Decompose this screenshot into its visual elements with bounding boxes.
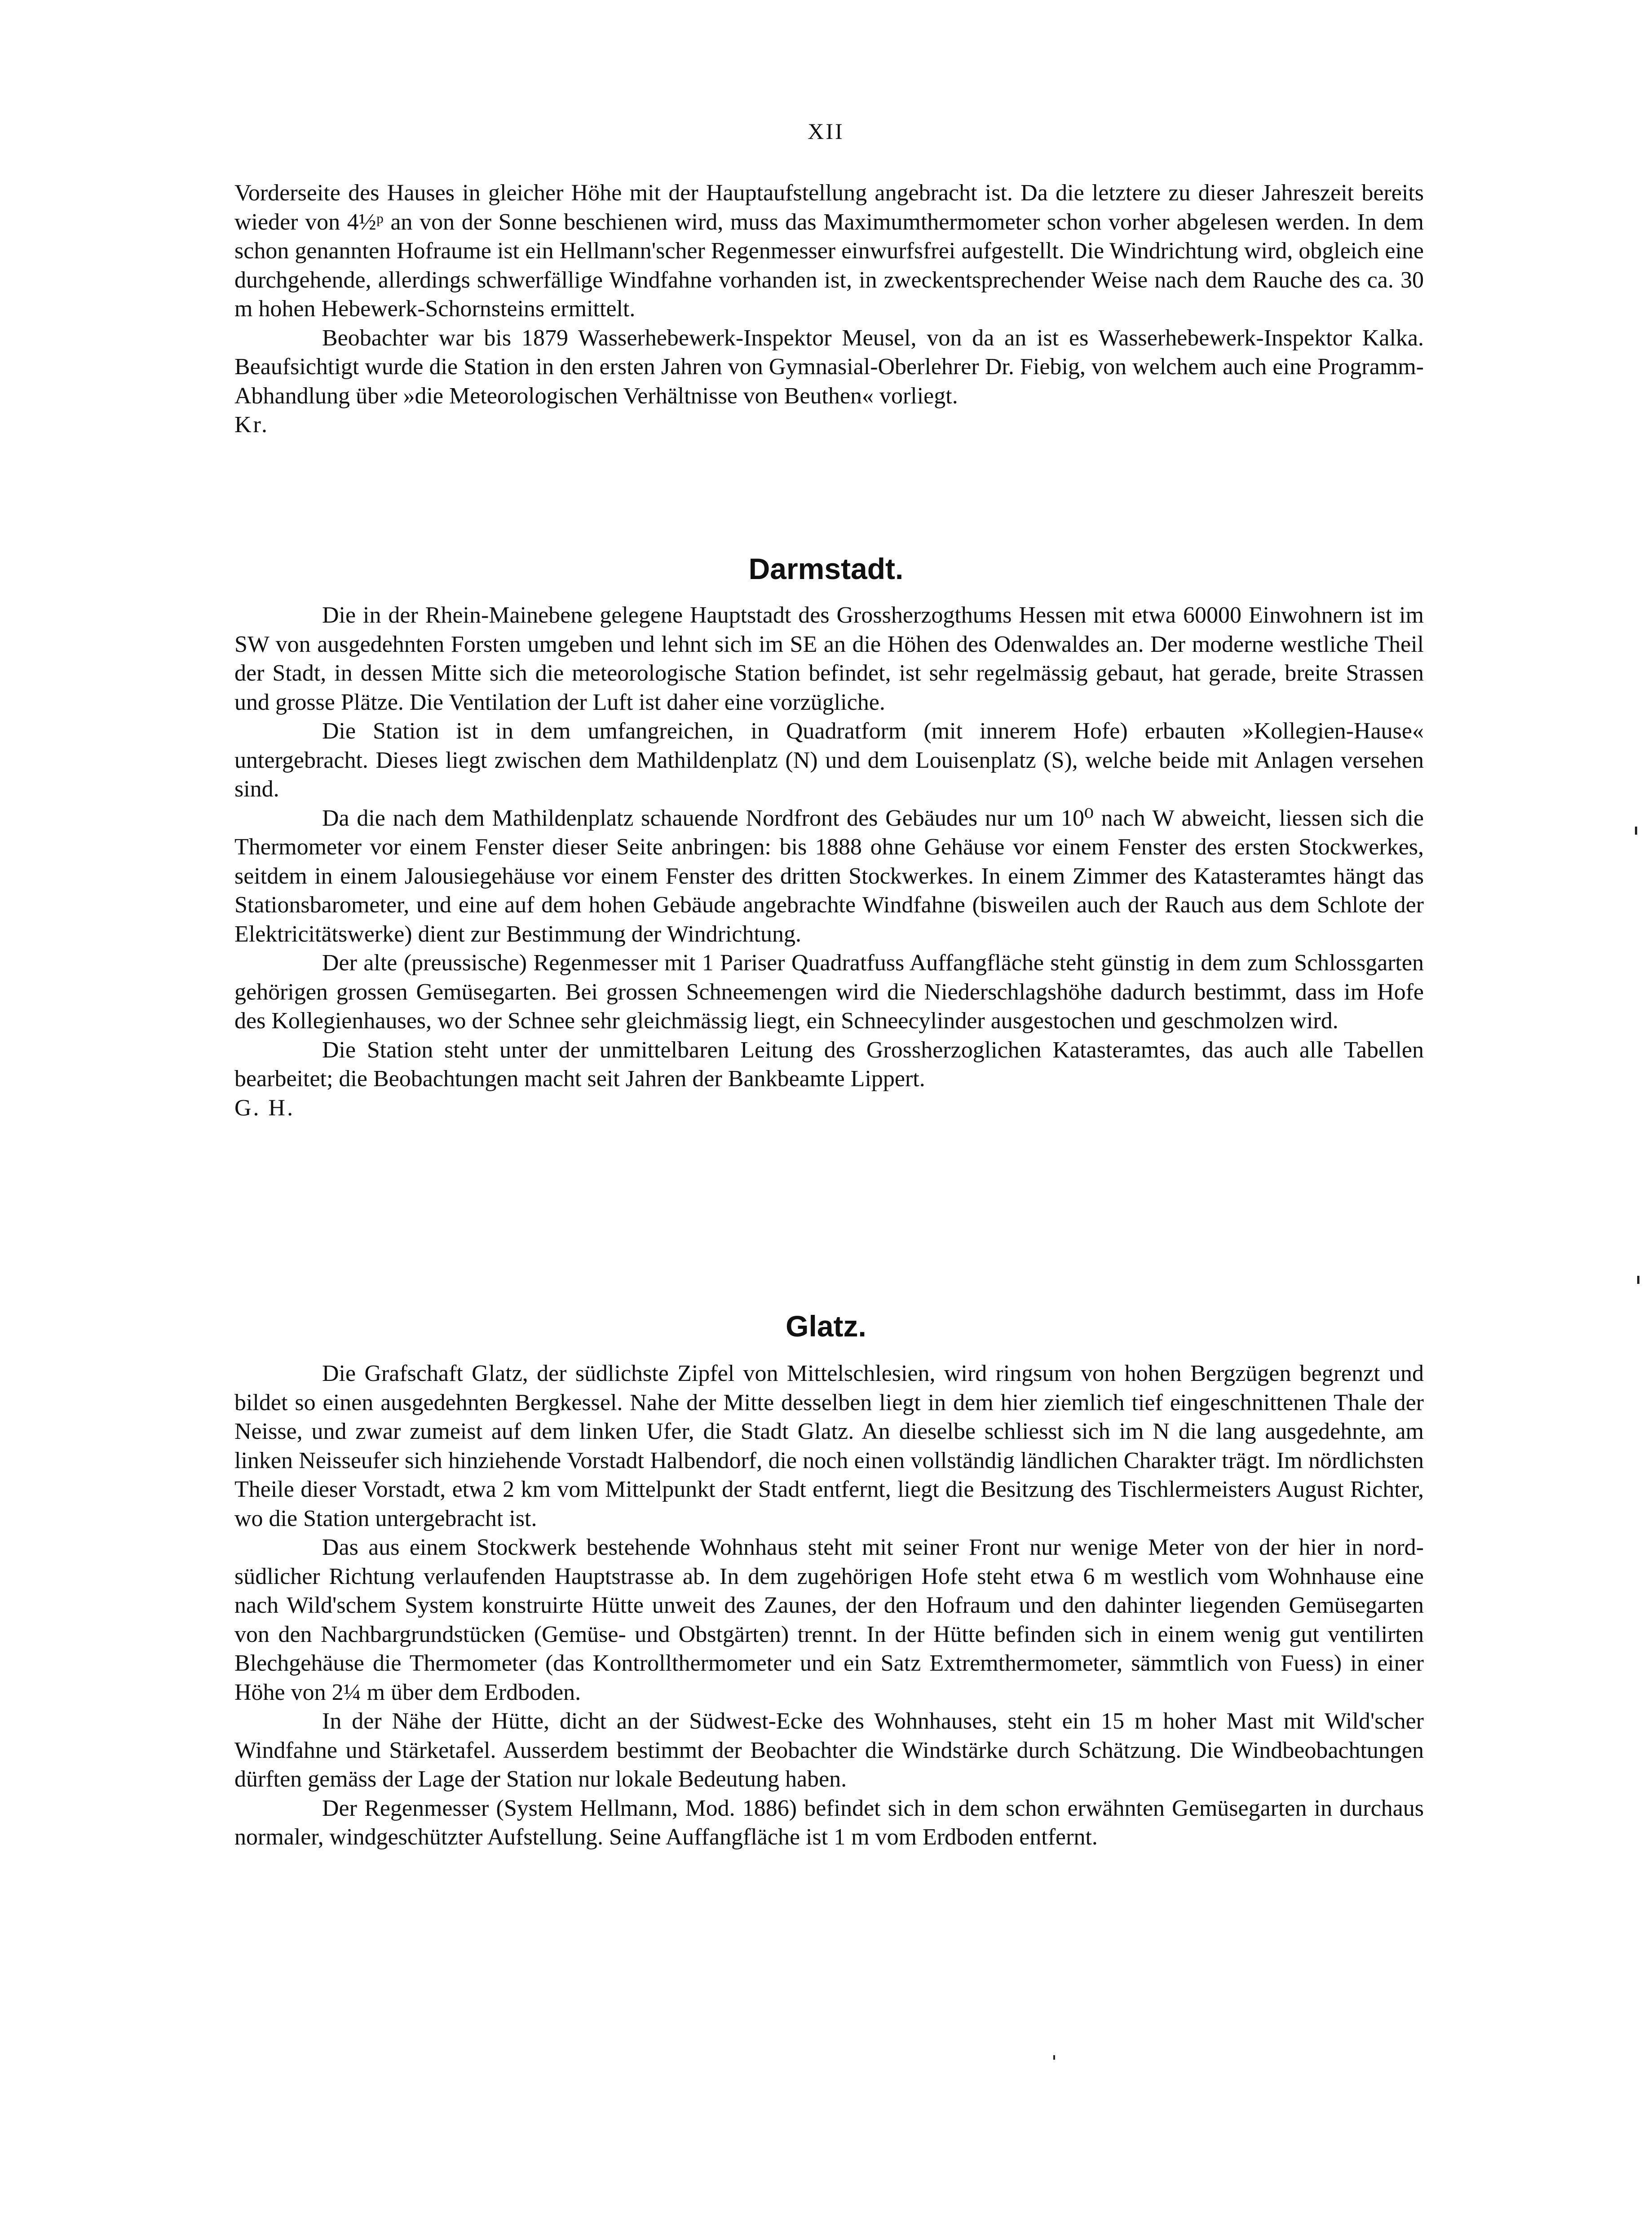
glatz-heading: Glatz. — [786, 1309, 866, 1343]
scan-mark — [1637, 1276, 1639, 1284]
darmstadt-paragraph-3: Da die nach dem Mathildenplatz schauende Nordfront des Gebäudes nur um 10⁰ nach W abweicht, liessen sich die Thermometer vor einem Fenster dieser Seite anbringen: bis 1888 ohne Gehäuse vor einem Fenster des ersten Stockwerkes, seitdem in einem Jalousiegehäuse vor einem Fenster des dritten Stockwerkes. In einem Zimmer des Katasteramtes hängt das Stationsbarometer, und eine auf dem hohen Gebäude angebrachte Windfahne (bisweilen auch der Rauch aus dem Schlote der Elektricitätswerke) dient zur Bestimmung der Windrichtung. — [234, 805, 1424, 947]
glatz-paragraph-2: Das aus einem Stockwerk bestehende Wohnhaus steht mit seiner Front nur wenige Meter von der hier in nord-südlicher Richtung verlaufenden Hauptstrasse ab. In dem zugehörigen Hofe steht etwa 6 m westlich vom Wohnhause eine nach Wild'schem System konstruirte Hütte unweit des Zaunes, der den Hofraum und den dahinter liegenden Gemüsegarten von den Nachbargrundstücken (Gemüse- und Obstgärten) trennt. In der Hütte befinden sich in einem wenig gut ventilirten Blechgehäuse die Thermometer (das Kontrollthermometer und ein Satz Extremthermometer, sämmtlich von Fuess) in einer Höhe von 2¼ m über dem Erdboden. — [234, 1535, 1424, 1705]
scan-mark — [1053, 2055, 1055, 2060]
page-number: XII — [808, 119, 844, 144]
beuthen-paragraph-2: Beobachter war bis 1879 Wasserhebewerk-Inspektor Meusel, von da an ist es Wasserhebewerk-Inspektor Kalka. Beaufsichtigt wurde die Station in den ersten Jahren von Gymnasial-Oberlehrer Dr. Fiebig, von welchem auch eine Programm-Abhandlung über »die Meteorologischen Verhältnisse von Beuthen« vorliegt. — [234, 325, 1424, 409]
darmstadt-section — [234, 601, 1424, 1123]
glatz-section — [234, 1359, 1424, 1852]
glatz-paragraph-4: Der Regenmesser (System Hellmann, Mod. 1886) befindet sich in dem schon erwähnten Gemüsegarten in durchaus normaler, windgeschützter Aufstellung. Seine Auffangfläche ist 1 m vom Erdboden entfernt. — [234, 1795, 1424, 1850]
beuthen-paragraph-1: Vorderseite des Hauses in gleicher Höhe mit der Hauptaufstellung angebracht ist. Da die letztere zu dieser Jahreszeit bereits wieder von 4½ᵖ an von der Sonne beschienen wird, muss das Maximumthermometer schon vorher abgelesen werden. In dem schon genannten Hofraume ist ein Hellmann'scher Regenmesser einwurfsfrei aufgestellt. Die Windrichtung wird, obgleich eine durchgehende, allerdings schwerfällige Windfahne vorhanden ist, in zweckentsprechender Weise nach dem Rauche des ca. 30 m hohen Hebewerk-Schornsteins ermittelt. — [234, 180, 1424, 322]
scan-mark — [1635, 827, 1637, 835]
darmstadt-signature: G. H. — [234, 1095, 295, 1121]
glatz-paragraph-3: In der Nähe der Hütte, dicht an der Südwest-Ecke des Wohnhauses, steht ein 15 m hoher Mast mit Wild'scher Windfahne und Stärketafel. Ausserdem bestimmt der Beobachter die Windstärke durch Schätzung. Die Windbeobachtungen dürften gemäss der Lage der Station nur lokale Bedeutung haben. — [234, 1708, 1424, 1792]
darmstadt-paragraph-1: Die in der Rhein-Mainebene gelegene Hauptstadt des Grossherzogthums Hessen mit etwa 60000 Einwohnern ist im SW von ausgedehnten Forsten umgeben und lehnt sich im SE an die Höhen des Odenwaldes an. Der moderne westliche Theil der Stadt, in dessen Mitte sich die meteorologische Station befindet, ist sehr regelmässig gebaut, hat gerade, breite Strassen und grosse Plätze. Die Ventilation der Luft ist daher eine vorzügliche. — [234, 602, 1424, 715]
glatz-paragraph-1: Die Grafschaft Glatz, der südlichste Zipfel von Mittelschlesien, wird ringsum von hohen Bergzügen begrenzt und bildet so einen ausgedehnten Bergkessel. Nahe der Mitte desselben liegt in dem hier ziemlich tief eingeschnittenen Thale der Neisse, und zwar zumeist auf dem linken Ufer, die Stadt Glatz. An dieselbe schliesst sich im N die lang ausgedehnte, am linken Neisseufer sich hinziehende Vorstadt Halbendorf, die noch einen vollständig ländlichen Charakter trägt. Im nördlichsten Theile dieser Vorstadt, etwa 2 km vom Mittelpunkt der Stadt entfernt, liegt die Besitzung des Tischlermeisters August Richter, wo die Station untergebracht ist. — [234, 1361, 1424, 1531]
darmstadt-heading: Darmstadt. — [748, 552, 904, 585]
darmstadt-paragraph-2: Die Station ist in dem umfangreichen, in Quadratform (mit innerem Hofe) erbauten »Kollegien-Hause« untergebracht. Dieses liegt zwischen dem Mathildenplatz (N) und dem Louisenplatz (S), welche beide mit Anlagen versehen sind. — [234, 718, 1424, 802]
beuthen-section — [234, 179, 1424, 440]
darmstadt-paragraph-5: Die Station steht unter der unmittelbaren Leitung des Grossherzoglichen Katasteramtes, das auch alle Tabellen bearbeitet; die Beobachtungen macht seit Jahren der Bankbeamte Lippert. — [234, 1037, 1424, 1092]
darmstadt-paragraph-4: Der alte (preussische) Regenmesser mit 1 Pariser Quadratfuss Auffangfläche steht günstig in dem zum Schlossgarten gehörigen grossen Gemüsegarten. Bei grossen Schneemengen wird die Niederschlagshöhe dadurch bestimmt, dass im Hofe des Kollegienhauses, wo der Schnee sehr gleichmässig liegt, ein Schneecylinder ausgestochen und geschmolzen wird. — [234, 950, 1424, 1034]
beuthen-signature: Kr. — [234, 412, 269, 438]
